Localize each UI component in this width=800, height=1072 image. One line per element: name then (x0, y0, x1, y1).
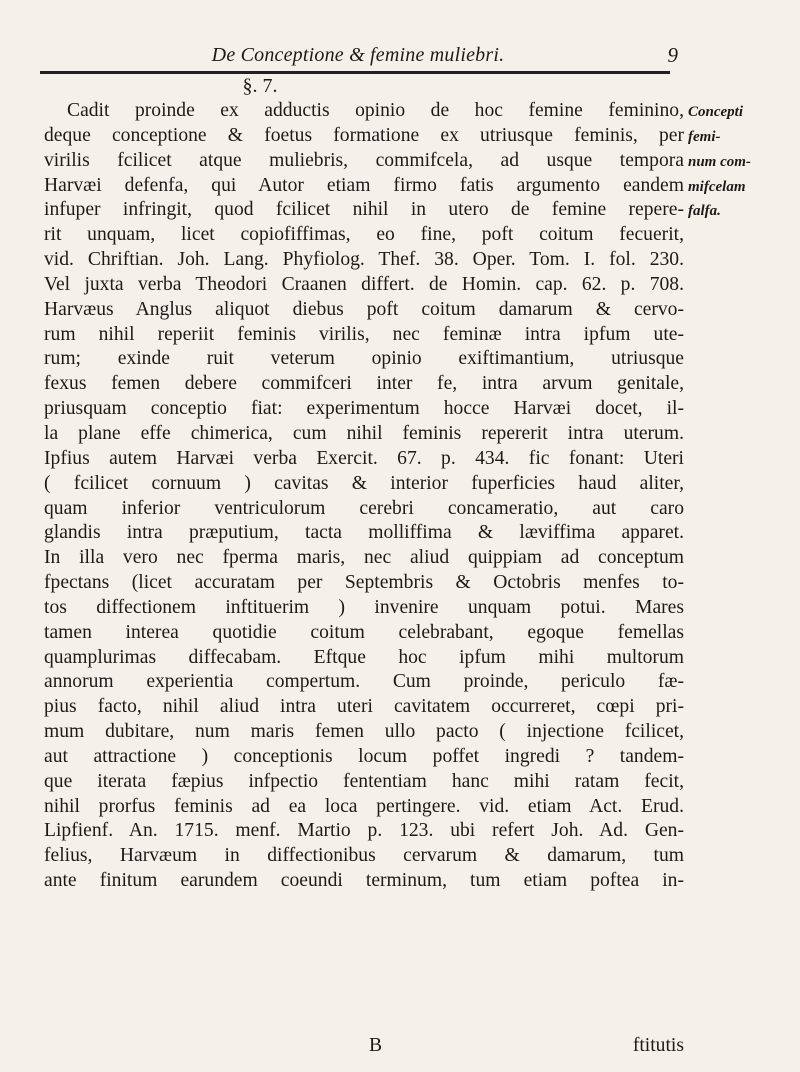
text-line: ante finitum earundem coeundi terminum, tum etiam poftea in- (44, 870, 684, 892)
text-line: glandis intra præputium, tacta molliffima & læviffima apparet. (44, 522, 684, 544)
text-line: rum; exinde ruit veterum opinio exiftimantium, utriusque (44, 348, 684, 370)
text-line: Harvæi defenfa, qui Autor etiam firmo fatis argumento eandem (44, 174, 684, 196)
header-rule (40, 71, 670, 74)
text-line: rum nihil reperiit feminis virilis, nec feminæ intra ipfum ute- (44, 323, 684, 345)
text-line: priusquam conceptio fiat: experimentum hocce Harvæi docet, il- (44, 398, 684, 420)
text-line: ( fcilicet cornuum ) cavitas & interior fuperficies haud aliter, (44, 472, 684, 494)
text-line: fexus femen debere commifceri inter fe, intra arvum genitale, (44, 373, 684, 395)
margin-note: num com- (688, 153, 751, 170)
text-line: Lipfienf. An. 1715. menf. Martio p. 123. ubi refert Joh. Ad. Gen- (44, 820, 684, 842)
catchword: ftitutis (632, 1035, 684, 1056)
text-line: felius, Harvæum in diffectionibus cervarum & damarum, tum (44, 845, 684, 867)
text-line: Ipfius autem Harvæi verba Exercit. 67. p. 434. fic fonant: Uteri (44, 447, 684, 469)
text-line: quamplurimas diffecabam. Eftque hoc ipfum mihi multorum (44, 646, 684, 668)
margin-note: femi- (688, 128, 721, 145)
page-number: 9 (667, 43, 678, 67)
page-header (40, 44, 676, 74)
text-line: nihil prorfus feminis ad ea loca pertingere. vid. etiam Act. Erud. (44, 795, 684, 817)
page-footer (44, 1035, 684, 1061)
text-line: mum dubitare, num maris femen ullo pacto ( injectione fcilicet, (44, 721, 684, 743)
text-line: tamen interea quotidie coitum celebrabant, egoque femellas (44, 621, 684, 643)
text-line: Vel juxta verba Theodori Craanen differt. de Homin. cap. 62. p. 708. (44, 273, 684, 295)
margin-note: Concepti (688, 104, 743, 120)
text-line: deque conceptione & foetus formatione ex utriusque feminis, per (44, 124, 684, 146)
text-line: Cadit proinde ex adductis opinio de hoc femine feminino, (67, 100, 684, 121)
text-line: infuper infringit, quod fcilicet nihil in utero de femine repere- (44, 199, 684, 221)
text-line: virilis fcilicet atque muliebris, commifcela, ad usque tempora (44, 149, 684, 171)
margin-notes (688, 100, 796, 224)
text-line: Harvæus Anglus aliquot diebus poft coitum damarum & cervo- (44, 298, 684, 320)
text-line: rit unquam, licet copiofiffimas, eo fine, poft coitum fecuerit, (44, 224, 684, 246)
text-line: In illa vero nec fperma maris, nec aliud quippiam ad conceptum (44, 547, 684, 569)
margin-note: falfa. (688, 203, 721, 220)
text-line: quam inferior ventriculorum cerebri concameratio, aut caro (44, 497, 684, 519)
text-line: annorum experientia compertum. Cum proinde, periculo fæ- (44, 671, 684, 693)
text-line: pius facto, nihil aliud intra uteri cavitatem occurreret, cœpi pri- (44, 696, 684, 718)
section-heading: §. 7. (242, 75, 278, 97)
text-line: fpectans (licet accuratam per Septembris & Octobris menfes to- (44, 572, 684, 594)
margin-note: mifcelam (688, 178, 746, 195)
text-line: aut attractione ) conceptionis locum poffet ingredi ? tandem- (44, 745, 684, 767)
body-text (44, 99, 684, 894)
text-line: vid. Chriftian. Joh. Lang. Phyfiolog. Thef. 38. Oper. Tom. I. fol. 230. (44, 249, 684, 271)
text-line: la plane effe chimerica, cum nihil feminis repererit intra uterum. (44, 422, 684, 444)
running-title: De Conceptione & femine muliebri. (211, 44, 505, 66)
text-line: tos diffectionem inftituerim ) invenire unquam potui. Mares (44, 596, 684, 618)
signature-mark: B (369, 1035, 383, 1056)
text-line: que iterata fæpius infpectio fententiam hanc mihi ratam fecit, (44, 770, 684, 792)
